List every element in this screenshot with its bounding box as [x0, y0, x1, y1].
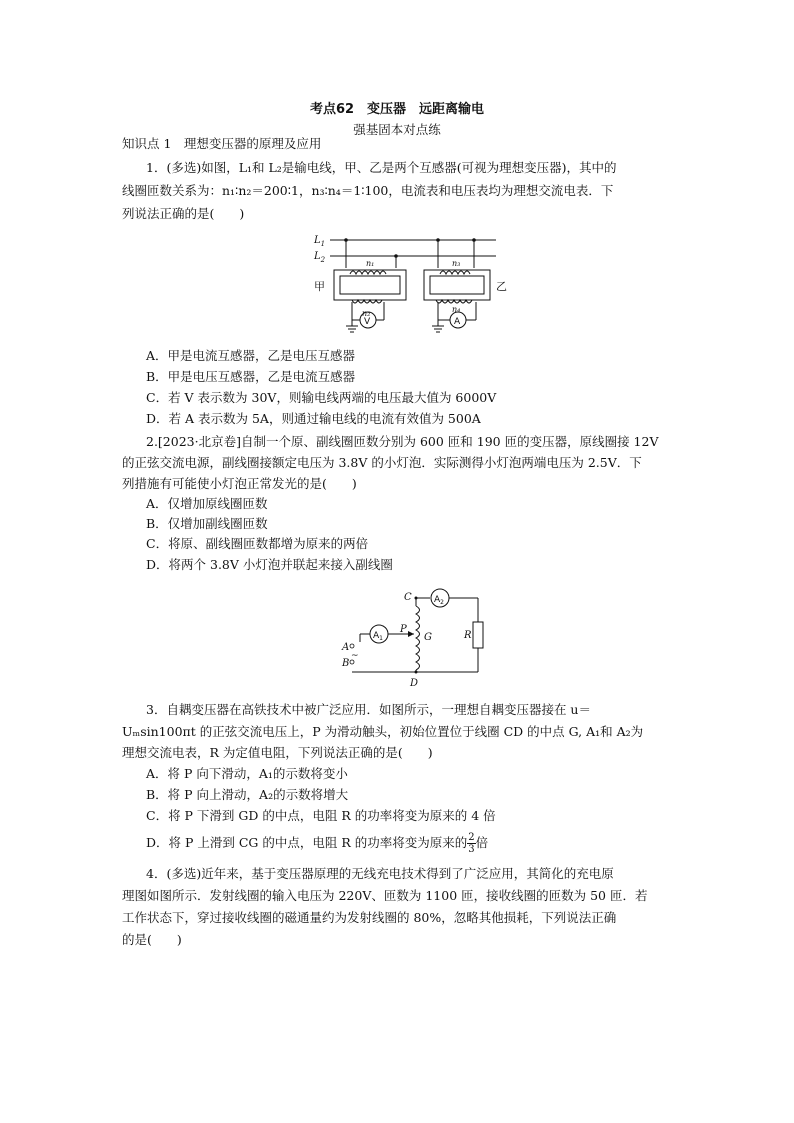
resistor-R: [473, 622, 483, 648]
label-V: V: [364, 317, 371, 327]
q2-line-2: 的正弦交流电源，副线圈接额定电压为 3.8V 的小灯泡．实际测得小灯泡两端电压为 2.5V．下: [122, 455, 642, 470]
label-n1: n₁: [366, 259, 375, 268]
coil-CD: [416, 606, 420, 670]
label-yi: 乙: [496, 280, 507, 293]
transformer-figure-1: [300, 228, 510, 336]
label-L2: $L_2$: [314, 251, 326, 264]
q1-option-c: C．若 V 表示数为 30V，则输电线两端的电压最大值为 6000V: [146, 390, 497, 405]
q3-option-a: A．将 P 向下滑动，A₁的示数将变小: [146, 766, 348, 781]
fraction-two-thirds: $\frac{2}{3}$: [468, 832, 475, 855]
q1-line-3: 列说法正确的是( ): [122, 206, 245, 221]
q3-option-d-suffix: 倍: [475, 835, 489, 850]
core-yi-outer: [424, 270, 490, 300]
q4-line-4: 的是( ): [122, 932, 182, 947]
q1-option-b: B．甲是电压互感器，乙是电流互感器: [146, 369, 356, 384]
label-jia: 甲: [314, 280, 325, 293]
label-A2: $A_2$: [434, 595, 444, 606]
label-R: R: [464, 630, 472, 641]
q3-option-c: C．将 P 下滑到 GD 的中点，电阻 R 的功率将变为原来的 4 倍: [146, 808, 496, 823]
label-A-terminal: A: [342, 642, 350, 653]
q3-option-d: [146, 832, 706, 855]
label-P: P: [400, 624, 407, 635]
q4-line-2: 理图如图所示．发射线圈的输入电压为 220V、匝数为 1100 匝，接收线圈的匝数为 50 匝．若: [122, 888, 648, 903]
q2-option-a: A．仅增加原线圈匝数: [146, 496, 268, 511]
label-tilde: ~: [351, 651, 359, 661]
coil-n3: [440, 271, 470, 274]
label-n4: n₄: [452, 305, 461, 314]
q4-line-1: 4．(多选)近年来，基于变压器原理的无线充电技术得到了广泛应用，其简化的充电原: [146, 866, 614, 881]
label-G: G: [424, 632, 432, 643]
q2-option-b: B．仅增加副线圈匝数: [146, 516, 268, 531]
coil-n1: [350, 271, 386, 274]
q3-line-2: Uₘsin100πt 的正弦交流电压上，P 为滑动触头，初始位置位于线圈 CD 的中点 G, A₁和 A₂为: [122, 724, 644, 739]
q4-line-3: 工作状态下，穿过接收线圈的磁通量约为发射线圈的 80%，忽略其他损耗，下列说法正确: [122, 910, 617, 925]
q2-line-3: 列措施有可能使小灯泡正常发光的是( ): [122, 476, 357, 491]
label-L1: $L_1$: [314, 235, 326, 248]
q3-option-d-text: D．将 P 上滑到 CG 的中点，电阻 R 的功率将变为原来的: [146, 835, 468, 850]
page-title: 考点62 变压器 远距离输电: [309, 102, 485, 117]
page-subtitle: 强基固本对点练: [353, 122, 441, 137]
core-jia-outer: [334, 270, 406, 300]
q2-line-1: 2.[2023·北京卷]自制一个原、副线圈匝数分别为 600 匝和 190 匝的变压器，原线圈接 12V: [146, 434, 659, 449]
q1-line-1: 1．(多选)如图，L₁和 L₂是输电线，甲、乙是两个互感器(可视为理想变压器)，其中的: [146, 160, 617, 175]
label-D: D: [410, 678, 419, 689]
core-yi-inner: [430, 276, 484, 294]
label-A1: $A_1$: [373, 631, 383, 642]
section-heading: 知识点 1 理想变压器的原理及应用: [122, 136, 322, 151]
label-n3: n₃: [452, 259, 461, 268]
label-n2: n₂: [362, 309, 371, 318]
q3-option-b: B．将 P 向上滑动，A₂的示数将增大: [146, 787, 349, 802]
q1-line-2: 线圈匝数关系为：n₁∶n₂＝200∶1，n₃∶n₄＝1∶100，电流表和电压表均为理想交流电表．下: [122, 183, 614, 198]
label-B-terminal: B: [342, 658, 350, 669]
q2-option-d: D．将两个 3.8V 小灯泡并联起来接入副线圈: [146, 557, 393, 572]
q3-line-3: 理想交流电表，R 为定值电阻，下列说法正确的是( ): [122, 745, 433, 760]
q1-option-d: D．若 A 表示数为 5A，则通过输电线的电流有效值为 500A: [146, 411, 481, 426]
label-A: A: [454, 317, 461, 327]
autotransformer-figure: [330, 586, 500, 690]
q2-option-c: C．将原、副线圈匝数都增为原来的两倍: [146, 536, 369, 551]
core-jia-inner: [340, 276, 400, 294]
q3-line-1: 3．自耦变压器在高铁技术中被广泛应用．如图所示，一理想自耦变压器接在 u＝: [146, 702, 591, 717]
label-C: C: [404, 592, 412, 603]
coil-n4: [436, 300, 472, 303]
q1-option-a: A．甲是电流互感器，乙是电压互感器: [146, 348, 356, 363]
